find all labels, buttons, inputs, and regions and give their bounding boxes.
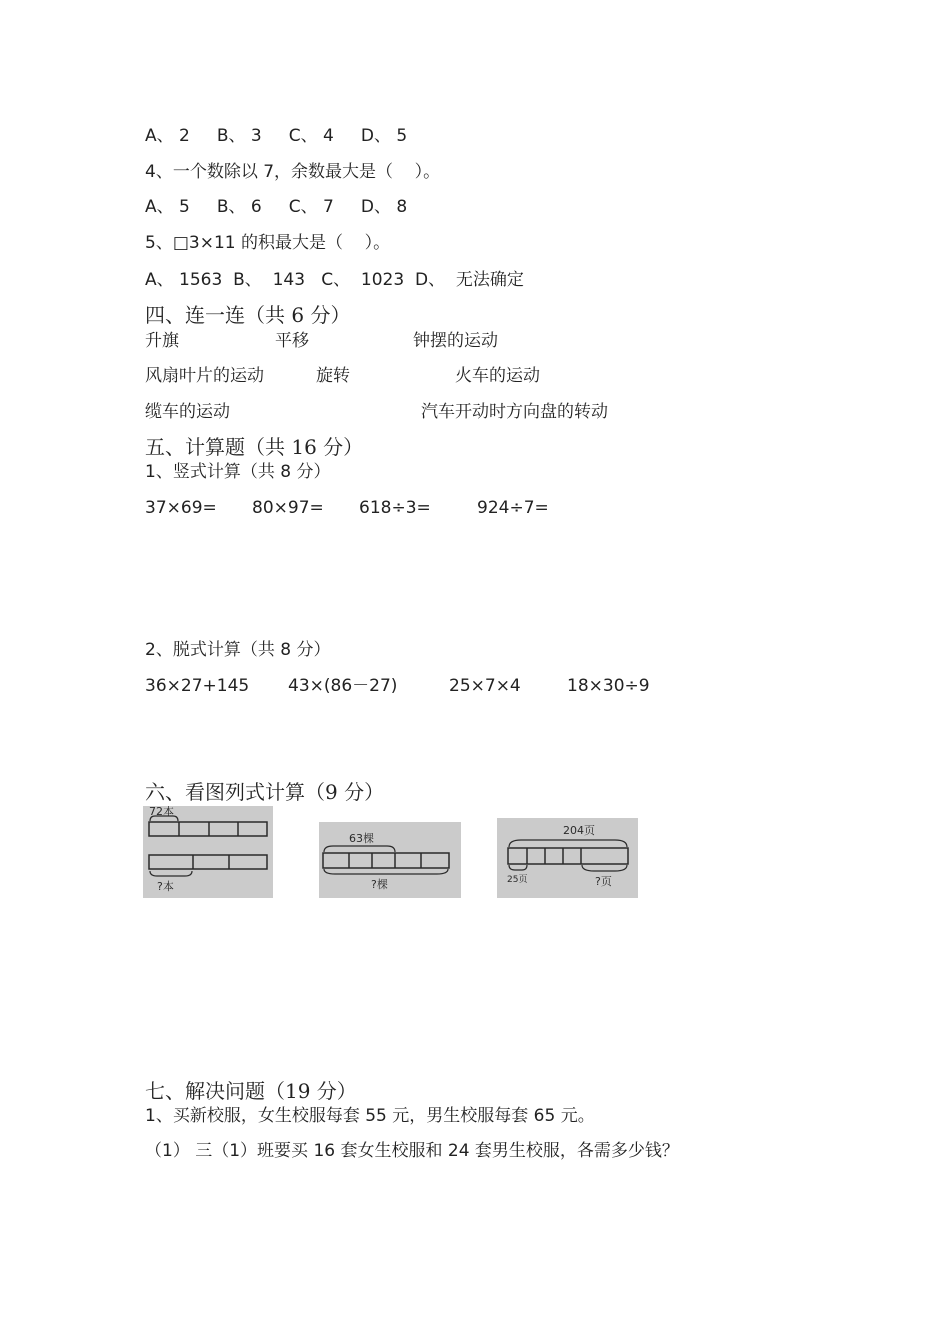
match-item-8: 汽车开动时方向盘的转动 xyxy=(421,402,608,422)
bar-diagram-2 xyxy=(319,822,461,898)
section-4-title: 四、连一连（共 6 分） xyxy=(145,303,351,327)
q3-options: A、 2 B、 3 C、 4 D、 5 xyxy=(145,126,408,146)
fig3-top-label: 204页 xyxy=(563,824,595,837)
subsection-vertical-calc: 1、竖式计算（共 8 分） xyxy=(145,462,331,482)
bar-diagram-1 xyxy=(143,806,273,898)
calc-item-2: 80×97= xyxy=(252,498,324,518)
section-5-title: 五、计算题（共 16 分） xyxy=(145,435,364,459)
problem-1-part-1: （1） 三（1）班要买 16 套女生校服和 24 套男生校服，各需多少钱？ xyxy=(145,1141,679,1161)
question-4: 4、一个数除以 7，余数最大是（ ）。 xyxy=(145,162,441,182)
bar-diagram-3 xyxy=(497,818,638,898)
problem-1: 1、买新校服，女生校服每套 55 元，男生校服每套 65 元。 xyxy=(145,1106,595,1126)
calc-item-5: 36×27+145 xyxy=(145,676,250,696)
match-item-6: 火车的运动 xyxy=(455,366,540,386)
match-item-1: 升旗 xyxy=(145,331,179,351)
fig2-bottom-label: ?棵 xyxy=(371,878,388,891)
section-7-title: 七、解决问题（19 分） xyxy=(145,1079,357,1103)
fig3-bottom-label: ?页 xyxy=(595,875,612,888)
calc-item-4: 924÷7= xyxy=(477,498,549,518)
question-5: 5、□3×11 的积最大是（ ）。 xyxy=(145,233,391,253)
calc-item-8: 18×30÷9 xyxy=(567,676,650,696)
match-item-7: 缆车的运动 xyxy=(145,402,230,422)
subsection-stepwise-calc: 2、脱式计算（共 8 分） xyxy=(145,640,331,660)
calc-item-7: 25×7×4 xyxy=(449,676,521,696)
calc-item-1: 37×69= xyxy=(145,498,217,518)
fig1-bottom-label: ?本 xyxy=(157,880,174,893)
q4-options: A、 5 B、 6 C、 7 D、 8 xyxy=(145,197,408,217)
match-item-2: 平移 xyxy=(275,331,309,351)
fig2-top-label: 63棵 xyxy=(349,832,374,845)
q5-options: A、 1563 B、 143 C、 1023 D、 无法确定 xyxy=(145,270,524,290)
match-item-3: 钟摆的运动 xyxy=(413,331,498,351)
match-item-4: 风扇叶片的运动 xyxy=(145,366,264,386)
fig1-top-label: 72本 xyxy=(149,806,174,818)
match-item-5: 旋转 xyxy=(316,366,350,386)
calc-item-6: 43×(86－27) xyxy=(288,676,398,696)
section-6-title: 六、看图列式计算（9 分） xyxy=(145,780,385,804)
calc-item-3: 618÷3= xyxy=(359,498,431,518)
fig3-left-label: 25页 xyxy=(507,875,528,885)
